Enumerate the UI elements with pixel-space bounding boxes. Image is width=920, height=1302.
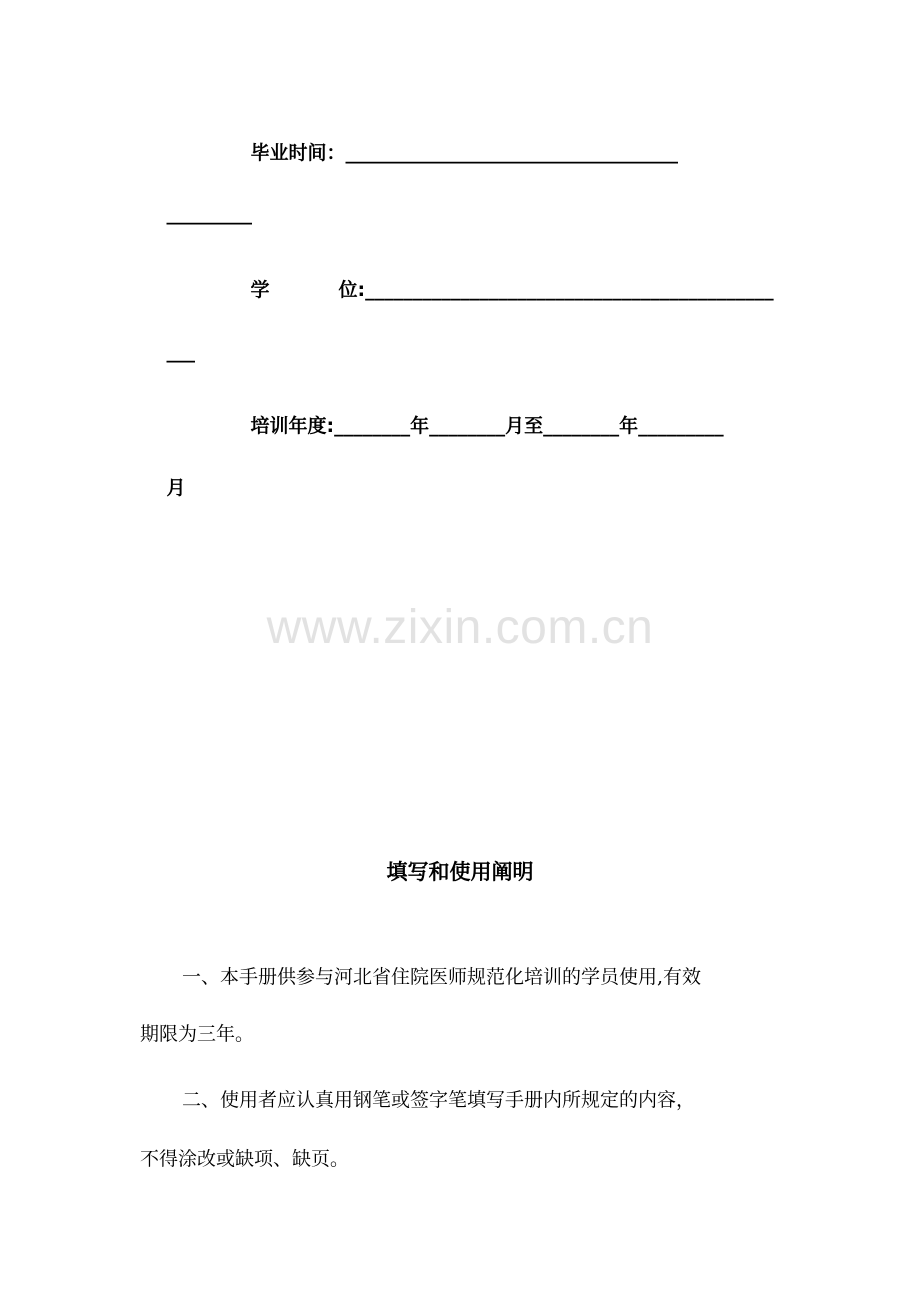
training-year-1: 年 — [410, 415, 430, 437]
training-blank-1: ________ — [334, 415, 411, 437]
degree-blank-2: ___ — [166, 341, 195, 363]
training-year-label: 培训年度: — [250, 415, 335, 437]
watermark: www.zixin.com.cn — [266, 601, 654, 654]
degree-label-char1: 学 — [250, 279, 270, 301]
degree-row-right — [312, 254, 774, 326]
degree-label-char2: 位: — [338, 279, 366, 301]
instruction-2-line-2: 不得涂改或缺项、缺页。 — [140, 1148, 350, 1170]
degree-blank-continued — [140, 316, 195, 388]
graduation-time-blank-2: _________ — [166, 203, 252, 225]
degree-row — [224, 254, 269, 326]
graduation-time-label: 毕业时间： — [250, 142, 346, 164]
training-blank-2: ________ — [429, 415, 506, 437]
instructions-title: 填写和使用阐明 — [386, 860, 534, 884]
graduation-time-blank: ___________________________________ — [345, 142, 678, 164]
instruction-1-line-2: 期限为三年。 — [140, 1023, 255, 1045]
instruction-1-line-1: 一、本手册供参与河北省住院医师规范化培训的学员使用,有效 — [182, 966, 702, 988]
training-month-to: 月至 — [505, 415, 544, 437]
training-month-end-row — [140, 452, 185, 524]
training-year-2: 年 — [619, 415, 639, 437]
training-month-end: 月 — [166, 477, 186, 499]
instruction-2-line-1: 二、使用者应认真用钢笔或签字笔填写手册内所规定的内容， — [182, 1089, 696, 1111]
graduation-time-blank-continued — [140, 178, 252, 250]
training-blank-4: _________ — [638, 415, 724, 437]
training-blank-3: ________ — [543, 415, 620, 437]
graduation-time-row — [224, 117, 678, 189]
degree-blank: ___________________________________________ — [365, 279, 774, 301]
training-year-row — [224, 390, 724, 462]
